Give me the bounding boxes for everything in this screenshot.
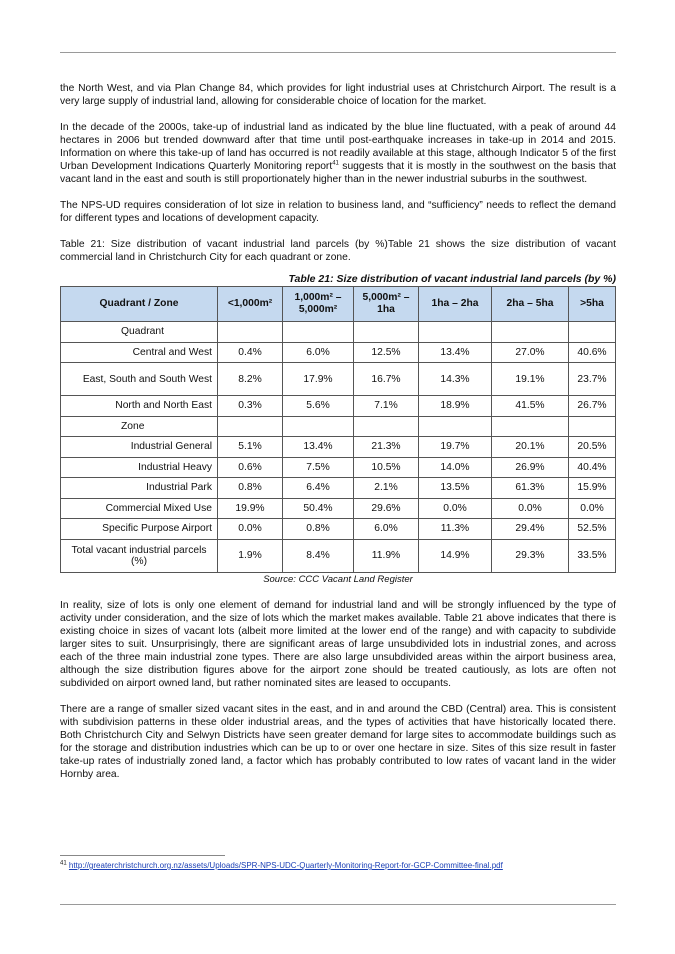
cell: 19.9% <box>218 498 283 519</box>
header-1000-5000: 1,000m² – 5,000m² <box>283 287 354 322</box>
table-row <box>61 342 616 363</box>
cell: 17.9% <box>283 363 354 396</box>
paragraph-4: Table 21: Size distribution of vacant industrial land parcels (by %)Table 21 shows the size distribution of vacant commercial land in Christchurch City for each quadrant or zone. <box>60 239 616 263</box>
table-row <box>61 498 616 519</box>
table-header-row <box>61 287 616 322</box>
cell: 52.5% <box>569 519 616 540</box>
cell: 8.4% <box>283 539 354 572</box>
footnote-number: 41 <box>60 860 67 867</box>
cell: 29.3% <box>492 539 569 572</box>
paragraph-2-start: In the decade of the 2000s, take-up of industrial land as indicated by the blue line fluctuated, with a peak of around 44 hectares in 2006 but trended downward after that time until post-earthquake increases in take-up in 2014 and 2015. Information on where this take-up of land has occurred is not readily available at this stage, although Indicator 5 of the first Urban Development Indications Quarterly Monitoring report <box>60 122 616 172</box>
table-row <box>61 363 616 396</box>
cell: 6.4% <box>283 478 354 499</box>
row-label: Total vacant industrial parcels (%) <box>61 539 218 572</box>
header-1ha-2ha: 1ha – 2ha <box>419 287 492 322</box>
cell: 61.3% <box>492 478 569 499</box>
cell: 14.3% <box>419 363 492 396</box>
cell: 21.3% <box>354 437 419 458</box>
footnote <box>60 861 620 871</box>
footnote-ref[interactable]: 41 <box>332 160 339 167</box>
cell: 50.4% <box>283 498 354 519</box>
size-distribution-table <box>60 286 616 573</box>
cell: 0.3% <box>218 396 283 417</box>
row-label: North and North East <box>61 396 218 417</box>
cell: 0.8% <box>218 478 283 499</box>
table-row <box>61 396 616 417</box>
paragraph-2 <box>60 121 616 186</box>
cell: 16.7% <box>354 363 419 396</box>
cell: 20.5% <box>569 437 616 458</box>
cell: 18.9% <box>419 396 492 417</box>
table-row-total <box>61 539 616 572</box>
cell: 29.6% <box>354 498 419 519</box>
cell: 14.9% <box>419 539 492 572</box>
cell: 1.9% <box>218 539 283 572</box>
cell: 7.5% <box>283 457 354 478</box>
group-label: Zone <box>61 416 218 437</box>
cell: 7.1% <box>354 396 419 417</box>
cell: 23.7% <box>569 363 616 396</box>
row-label: Commercial Mixed Use <box>61 498 218 519</box>
cell: 13.4% <box>419 342 492 363</box>
row-label: Industrial Heavy <box>61 457 218 478</box>
group-label: Quadrant <box>61 322 218 343</box>
row-label: Industrial Park <box>61 478 218 499</box>
cell: 11.3% <box>419 519 492 540</box>
cell: 2.1% <box>354 478 419 499</box>
cell: 19.1% <box>492 363 569 396</box>
cell: 12.5% <box>354 342 419 363</box>
table-caption: Table 21: Size distribution of vacant industrial land parcels (by %) <box>288 273 616 285</box>
header-rule <box>60 52 616 53</box>
cell: 0.4% <box>218 342 283 363</box>
row-label: Central and West <box>61 342 218 363</box>
row-label: Industrial General <box>61 437 218 458</box>
cell: 0.0% <box>569 498 616 519</box>
cell: 41.5% <box>492 396 569 417</box>
cell: 19.7% <box>419 437 492 458</box>
paragraph-5: In reality, size of lots is only one element of demand for industrial land and will be strongly influenced by the type of activity under consideration, and the size of lots which the market makes available. Table 21 above indicates that there is existing choice in sizes of vacant lots (albeit more limited at the lower end of the range) and with capacity to subdivide larger sites to suit. Unsurprisingly, there are significant areas of large unsubdivided lots in industrial zones, and across each of the three main industrial zone types. There are also large unsubdivided areas within the airport business area, although the size distribution figures above for the airport zone should be treated cautiously, as lots are often not subdivided on airport owned land, but rather nominated sites are leased to occupants. <box>60 599 616 689</box>
header-5000-1ha: 5,000m² – 1ha <box>354 287 419 322</box>
cell: 8.2% <box>218 363 283 396</box>
cell: 0.0% <box>218 519 283 540</box>
cell: 0.0% <box>419 498 492 519</box>
cell: 6.0% <box>283 342 354 363</box>
cell: 13.4% <box>283 437 354 458</box>
cell: 27.0% <box>492 342 569 363</box>
paragraph-6: There are a range of smaller sized vacant sites in the east, and in and around the CBD (Central) area. This is consistent with subdivision patterns in these older industrial areas, and the types of activities that have historically located there. Both Christchurch City and Selwyn Districts have seen greater demand for large sites to accommodate buildings such as for the storage and distribution industries which can be up to or over one hectare in size. Sites of this size result in faster take-up rates of industrially zoned land, a factor which has probably contributed to low rates of vacant land in the wider Hornby area. <box>60 703 616 780</box>
table-source: Source: CCC Vacant Land Register <box>263 573 413 585</box>
table-row <box>61 457 616 478</box>
cell: 29.4% <box>492 519 569 540</box>
cell: 13.5% <box>419 478 492 499</box>
cell: 0.8% <box>283 519 354 540</box>
cell: 26.9% <box>492 457 569 478</box>
cell: 6.0% <box>354 519 419 540</box>
footer-rule <box>60 904 616 905</box>
row-label: Specific Purpose Airport <box>61 519 218 540</box>
cell: 26.7% <box>569 396 616 417</box>
cell: 5.1% <box>218 437 283 458</box>
cell: 40.4% <box>569 457 616 478</box>
cell: 11.9% <box>354 539 419 572</box>
header-quadrant-zone: Quadrant / Zone <box>61 287 218 322</box>
cell: 10.5% <box>354 457 419 478</box>
paragraph-2-end: suggests that it is mostly in the southwest on the basis that vacant land in the east and south is still proportionately higher than in the newer industrial suburbs in the southwest. <box>60 161 616 185</box>
table-row <box>61 478 616 499</box>
cell: 15.9% <box>569 478 616 499</box>
table-row <box>61 519 616 540</box>
header-2ha-5ha: 2ha – 5ha <box>492 287 569 322</box>
group-row-quadrant <box>61 322 616 343</box>
header-over-5ha: >5ha <box>569 287 616 322</box>
header-under-1000: <1,000m² <box>218 287 283 322</box>
paragraph-3: The NPS-UD requires consideration of lot size in relation to business land, and “sufficiency” needs to reflect the demand for different types and locations of development capacity. <box>60 200 616 224</box>
cell: 40.6% <box>569 342 616 363</box>
cell: 33.5% <box>569 539 616 572</box>
cell: 20.1% <box>492 437 569 458</box>
paragraph-1: the North West, and via Plan Change 84, which provides for light industrial uses at Christchurch Airport. The result is a very large supply of industrial land, allowing for considerable choice of location for the market. <box>60 83 616 107</box>
cell: 5.6% <box>283 396 354 417</box>
cell: 0.0% <box>492 498 569 519</box>
cell: 14.0% <box>419 457 492 478</box>
page-body <box>60 82 616 794</box>
footnote-rule <box>60 855 225 856</box>
cell: 0.6% <box>218 457 283 478</box>
table-row <box>61 437 616 458</box>
footnote-link[interactable]: http://greaterchristchurch.org.nz/assets/Uploads/SPR-NPS-UDC-Quarterly-Monitoring-Report-for-GCP-Committee-final.pdf <box>68 861 503 870</box>
row-label: East, South and South West <box>61 363 218 396</box>
group-row-zone <box>61 416 616 437</box>
